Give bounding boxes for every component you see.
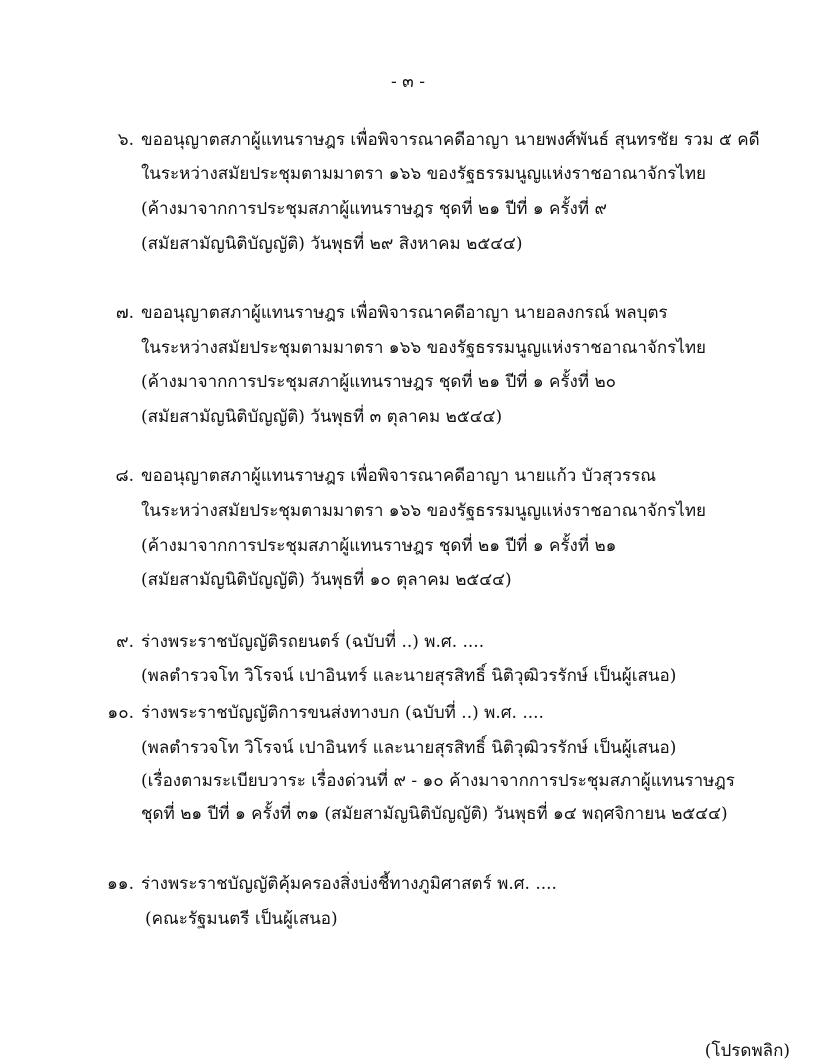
- item-number: ๘.: [115, 466, 134, 486]
- item-line: (สมัยสามัญนิติบัญญัติ) วันพุธที่ ๓ ตุลาคม ๒๕๔๔): [141, 407, 503, 427]
- item-line: ในระหว่างสมัยประชุมตามมาตรา ๑๖๖ ของรัฐธรรมนูญแห่งราชอาณาจักรไทย: [141, 164, 707, 184]
- item-line: (ค้างมาจากการประชุมสภาผู้แทนราษฎร ชุดที่ ๒๑ ปีที่ ๑ ครั้งที่ ๙: [141, 199, 607, 219]
- item-line: ร่างพระราชบัญญัติคุ้มครองสิ่งบ่งชี้ทางภูมิศาสตร์ พ.ศ. ....: [141, 874, 557, 894]
- item-line: ชุดที่ ๒๑ ปีที่ ๑ ครั้งที่ ๓๑ (สมัยสามัญนิติบัญญัติ) วันพุธที่ ๑๔ พฤศจิกายน ๒๕๔๔): [141, 804, 728, 824]
- item-line: ร่างพระราชบัญญัติการขนส่งทางบก (ฉบับที่ ..) พ.ศ. ....: [141, 703, 544, 723]
- item-line: (คณะรัฐมนตรี เป็นผู้เสนอ): [145, 909, 338, 929]
- item-line: ขออนุญาตสภาผู้แทนราษฎร เพื่อพิจารณาคดีอาญา นายอลงกรณ์ พลบุตร: [141, 303, 668, 323]
- item-number: ๗.: [115, 303, 134, 323]
- item-line: ในระหว่างสมัยประชุมตามมาตรา ๑๖๖ ของรัฐธรรมนูญแห่งราชอาณาจักรไทย: [141, 501, 707, 521]
- item-number: ๖.: [117, 130, 134, 150]
- please-turn-over-note: (โปรดพลิก): [704, 1041, 790, 1061]
- page-number: - ๓ -: [391, 72, 425, 92]
- item-line: (พลตำรวจโท วิโรจน์ เปาอินทร์ และนายสุรสิทธิ์ นิติวุฒิวรรักษ์ เป็นผู้เสนอ): [141, 666, 677, 686]
- item-line: (ค้างมาจากการประชุมสภาผู้แทนราษฎร ชุดที่ ๒๑ ปีที่ ๑ ครั้งที่ ๒๑: [141, 536, 617, 556]
- item-line: (สมัยสามัญนิติบัญญัติ) วันพุธที่ ๒๙ สิงหาคม ๒๕๔๔): [141, 234, 523, 254]
- item-line: ขออนุญาตสภาผู้แทนราษฎร เพื่อพิจารณาคดีอาญา นายแก้ว บัวสุวรรณ: [141, 466, 657, 486]
- item-line: ในระหว่างสมัยประชุมตามมาตรา ๑๖๖ ของรัฐธรรมนูญแห่งราชอาณาจักรไทย: [141, 338, 707, 358]
- item-line: ขออนุญาตสภาผู้แทนราษฎร เพื่อพิจารณาคดีอาญา นายพงศ์พันธ์ สุนทรชัย รวม ๕ คดี: [141, 130, 760, 150]
- item-number: ๙.: [116, 632, 134, 652]
- item-line: ร่างพระราชบัญญัติรถยนตร์ (ฉบับที่ ..) พ.ศ. ....: [141, 632, 485, 652]
- item-line: (พลตำรวจโท วิโรจน์ เปาอินทร์ และนายสุรสิทธิ์ นิติวุฒิวรรักษ์ เป็นผู้เสนอ): [141, 738, 677, 758]
- item-number: ๑๑.: [107, 874, 134, 894]
- item-line: (ค้างมาจากการประชุมสภาผู้แทนราษฎร ชุดที่ ๒๑ ปีที่ ๑ ครั้งที่ ๒๐: [141, 372, 617, 392]
- item-line: (เรื่องตามระเบียบวาระ เรื่องด่วนที่ ๙ - ๑๐ ค้างมาจากการประชุมสภาผู้แทนราษฎร: [141, 771, 735, 791]
- item-line: (สมัยสามัญนิติบัญญัติ) วันพุธที่ ๑๐ ตุลาคม ๒๕๔๔): [141, 570, 512, 590]
- item-number: ๑๐.: [107, 703, 134, 723]
